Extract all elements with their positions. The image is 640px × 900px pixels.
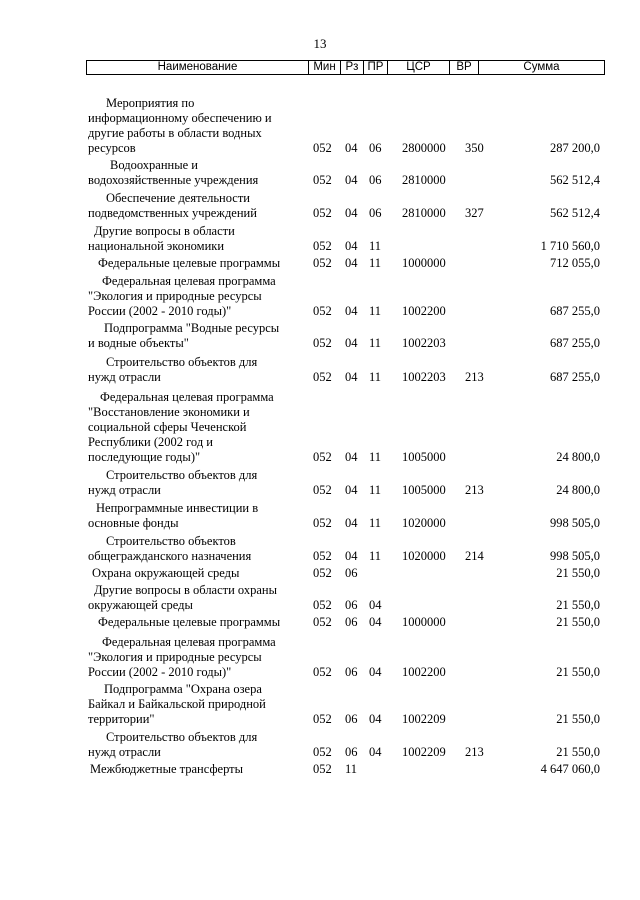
cell-csr: 1002203 <box>402 370 446 384</box>
row-name-line: Непрограммные инвестиции в <box>96 501 259 515</box>
row-name-line: Строительство объектов для <box>106 468 258 482</box>
cell-sum: 687 255,0 <box>550 370 600 384</box>
cell-sum: 24 800,0 <box>556 483 600 497</box>
row-name-line: общегражданского назначения <box>88 549 252 563</box>
row-name-line: водохозяйственные учреждения <box>88 173 259 187</box>
cell-sum: 687 255,0 <box>550 304 600 318</box>
table-row <box>0 682 640 727</box>
cell-rz: 06 <box>345 745 358 759</box>
cell-csr: 1000000 <box>402 256 446 270</box>
cell-pr: 04 <box>369 665 382 679</box>
cell-min: 052 <box>313 598 332 612</box>
cell-min: 052 <box>313 665 332 679</box>
budget-table-body <box>0 96 640 779</box>
header-pr: ПР <box>364 61 388 75</box>
table-row <box>0 566 640 581</box>
row-name-line: Подпрограмма "Охрана озера <box>104 682 262 696</box>
cell-vr: 214 <box>465 549 484 563</box>
table-row <box>0 615 640 630</box>
table-row <box>0 635 640 680</box>
table-row <box>0 534 640 564</box>
cell-min: 052 <box>313 549 332 563</box>
cell-csr: 2810000 <box>402 206 446 220</box>
cell-csr: 1002209 <box>402 712 446 726</box>
cell-csr: 1002203 <box>402 336 446 350</box>
row-name-line: Другие вопросы в области <box>94 224 235 238</box>
row-name-line: Республики (2002 год и <box>88 435 213 449</box>
header-name: Наименование <box>87 61 309 75</box>
table-row <box>0 321 640 351</box>
cell-sum: 21 550,0 <box>556 615 600 629</box>
row-name-line: подведомственных учреждений <box>88 206 257 220</box>
cell-rz: 04 <box>345 304 358 318</box>
cell-rz: 04 <box>345 239 358 253</box>
row-name-line: нужд отрасли <box>88 745 161 759</box>
row-name-line: нужд отрасли <box>88 483 161 497</box>
row-name-line: "Экология и природные ресурсы <box>88 650 262 664</box>
header-vr: ВР <box>450 61 479 75</box>
header-min: Мин <box>309 61 341 75</box>
row-name-line: России (2002 - 2010 годы)" <box>88 665 232 679</box>
cell-pr: 06 <box>369 206 382 220</box>
cell-sum: 1 710 560,0 <box>540 239 600 253</box>
cell-rz: 06 <box>345 566 358 580</box>
table-row <box>0 224 640 254</box>
cell-csr: 1005000 <box>402 483 446 497</box>
row-name-line: окружающей среды <box>88 598 193 612</box>
row-name-line: основные фонды <box>88 516 179 530</box>
cell-pr: 11 <box>369 516 382 530</box>
cell-rz: 06 <box>345 712 358 726</box>
cell-vr: 350 <box>465 141 484 155</box>
cell-rz: 11 <box>345 762 358 776</box>
cell-sum: 21 550,0 <box>556 665 600 679</box>
cell-min: 052 <box>313 173 332 187</box>
cell-min: 052 <box>313 206 332 220</box>
cell-min: 052 <box>313 615 332 629</box>
header-sum: Сумма <box>479 61 605 75</box>
row-name-line: Другие вопросы в области охраны <box>94 583 278 597</box>
cell-rz: 04 <box>345 173 358 187</box>
row-name-line: Охрана окружающей среды <box>92 566 240 580</box>
row-name-line: Мероприятия по <box>106 96 195 110</box>
table-row <box>0 191 640 221</box>
cell-sum: 687 255,0 <box>550 336 600 350</box>
row-name-line: социальной сферы Чеченской <box>88 420 247 434</box>
cell-pr: 04 <box>369 745 382 759</box>
header-csr: ЦСР <box>388 61 450 75</box>
cell-pr: 04 <box>369 615 382 629</box>
row-name-line: нужд отрасли <box>88 370 161 384</box>
table-row <box>0 583 640 613</box>
cell-rz: 04 <box>345 483 358 497</box>
cell-pr: 11 <box>369 239 382 253</box>
cell-rz: 04 <box>345 450 358 464</box>
cell-sum: 24 800,0 <box>556 450 600 464</box>
row-name-line: Федеральная целевая программа <box>102 635 276 649</box>
cell-rz: 04 <box>345 370 358 384</box>
row-name-line: Межбюджетные трансферты <box>90 762 244 776</box>
cell-pr: 11 <box>369 450 382 464</box>
cell-sum: 4 647 060,0 <box>540 762 600 776</box>
cell-sum: 562 512,4 <box>550 206 600 220</box>
row-name-line: национальной экономики <box>88 239 225 253</box>
row-name-line: другие работы в области водных <box>88 126 262 140</box>
row-name-line: Байкал и Байкальской природной <box>88 697 266 711</box>
cell-sum: 287 200,0 <box>550 141 600 155</box>
cell-sum: 712 055,0 <box>550 256 600 270</box>
cell-vr: 213 <box>465 745 484 759</box>
cell-csr: 2800000 <box>402 141 446 155</box>
table-row <box>0 468 640 498</box>
cell-pr: 11 <box>369 370 382 384</box>
cell-pr: 11 <box>369 256 382 270</box>
row-name-line: Обеспечение деятельности <box>106 191 251 205</box>
cell-sum: 998 505,0 <box>550 516 600 530</box>
row-name-line: "Восстановление экономики и <box>88 405 250 419</box>
cell-min: 052 <box>313 762 332 776</box>
row-name-line: Федеральная целевая программа <box>100 390 274 404</box>
page-number: 13 <box>313 36 327 51</box>
row-name-line: последующие годы)" <box>88 450 201 464</box>
cell-sum: 998 505,0 <box>550 549 600 563</box>
cell-rz: 06 <box>345 615 358 629</box>
cell-csr: 1002200 <box>402 304 446 318</box>
cell-csr: 2810000 <box>402 173 446 187</box>
table-row <box>0 158 640 188</box>
cell-min: 052 <box>313 256 332 270</box>
cell-rz: 04 <box>345 549 358 563</box>
cell-sum: 21 550,0 <box>556 745 600 759</box>
row-name-line: Строительство объектов для <box>106 355 258 369</box>
cell-rz: 04 <box>345 336 358 350</box>
row-name-line: ресурсов <box>88 141 136 155</box>
cell-rz: 04 <box>345 141 358 155</box>
cell-pr: 11 <box>369 483 382 497</box>
table-row <box>0 762 640 777</box>
row-name-line: Федеральные целевые программы <box>98 256 281 270</box>
cell-min: 052 <box>313 304 332 318</box>
cell-csr: 1020000 <box>402 516 446 530</box>
table-row <box>0 501 640 531</box>
row-name-line: территории" <box>88 712 155 726</box>
table-row <box>0 256 640 271</box>
cell-csr: 1020000 <box>402 549 446 563</box>
row-name-line: и водные объекты" <box>88 336 189 350</box>
cell-min: 052 <box>313 712 332 726</box>
cell-vr: 213 <box>465 483 484 497</box>
cell-pr: 11 <box>369 549 382 563</box>
cell-vr: 327 <box>465 206 484 220</box>
cell-min: 052 <box>313 516 332 530</box>
cell-min: 052 <box>313 745 332 759</box>
cell-rz: 04 <box>345 256 358 270</box>
row-name-line: Строительство объектов <box>106 534 236 548</box>
cell-rz: 06 <box>345 665 358 679</box>
cell-pr: 06 <box>369 141 382 155</box>
cell-sum: 21 550,0 <box>556 566 600 580</box>
cell-rz: 04 <box>345 206 358 220</box>
row-name-line: Строительство объектов для <box>106 730 258 744</box>
row-name-line: Федеральная целевая программа <box>102 274 276 288</box>
row-name-line: России (2002 - 2010 годы)" <box>88 304 232 318</box>
cell-pr: 11 <box>369 304 382 318</box>
cell-pr: 04 <box>369 598 382 612</box>
row-name-line: Водоохранные и <box>110 158 198 172</box>
cell-min: 052 <box>313 370 332 384</box>
cell-csr: 1005000 <box>402 450 446 464</box>
cell-min: 052 <box>313 336 332 350</box>
cell-sum: 562 512,4 <box>550 173 600 187</box>
cell-vr: 213 <box>465 370 484 384</box>
table-row <box>0 96 640 156</box>
table-row <box>0 274 640 319</box>
cell-sum: 21 550,0 <box>556 712 600 726</box>
cell-min: 052 <box>313 450 332 464</box>
row-name-line: Федеральные целевые программы <box>98 615 281 629</box>
cell-pr: 06 <box>369 173 382 187</box>
cell-min: 052 <box>313 141 332 155</box>
cell-pr: 11 <box>369 336 382 350</box>
cell-csr: 1002200 <box>402 665 446 679</box>
cell-min: 052 <box>313 566 332 580</box>
cell-sum: 21 550,0 <box>556 598 600 612</box>
cell-rz: 04 <box>345 516 358 530</box>
table-row <box>0 355 640 385</box>
table-row <box>0 730 640 760</box>
cell-csr: 1000000 <box>402 615 446 629</box>
cell-csr: 1002209 <box>402 745 446 759</box>
header-rz: Рз <box>341 61 364 75</box>
row-name-line: информационному обеспечению и <box>88 111 272 125</box>
row-name-line: "Экология и природные ресурсы <box>88 289 262 303</box>
cell-min: 052 <box>313 483 332 497</box>
cell-pr: 04 <box>369 712 382 726</box>
table-header <box>86 60 605 75</box>
cell-rz: 06 <box>345 598 358 612</box>
table-row <box>0 390 640 465</box>
row-name-line: Подпрограмма "Водные ресурсы <box>104 321 280 335</box>
cell-min: 052 <box>313 239 332 253</box>
